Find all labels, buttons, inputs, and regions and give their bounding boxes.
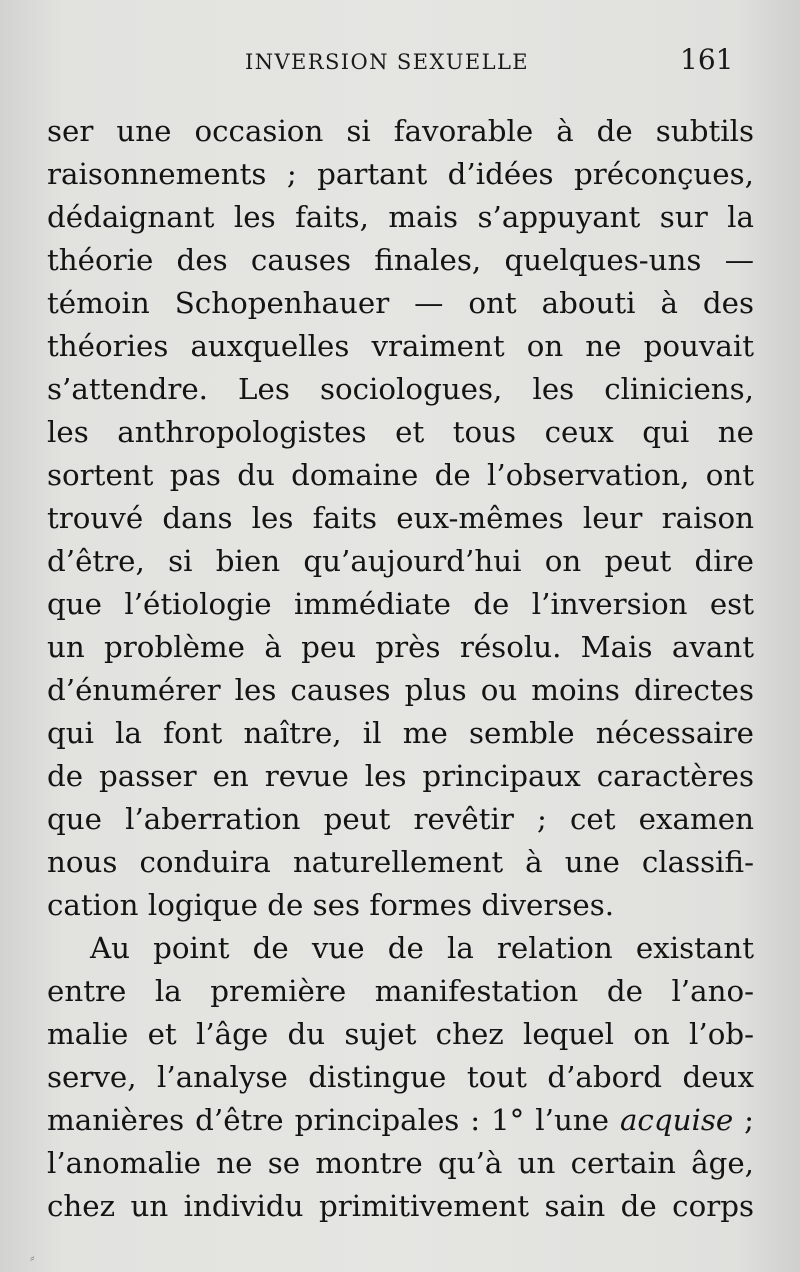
text-line: s’attendre. Les sociologues, les cliniciens, (47, 372, 754, 406)
text-line: théories auxquelles vraiment on ne pouvait (47, 329, 754, 363)
paragraph-end-line: cation logique de ses formes diverses. (47, 888, 615, 922)
text-line: que l’étiologie immédiate de l’inversion est (47, 587, 754, 621)
text-segment: ; (733, 1103, 755, 1137)
text-segment: manières d’être principales : 1° l’une (47, 1103, 620, 1137)
margin-speck-icon: ⸗ (30, 1250, 35, 1266)
italic-term: acquise (619, 1103, 734, 1137)
text-line: entre la première manifestation de l’ano- (47, 974, 754, 1008)
text-line: les anthropologistes et tous ceux qui ne (47, 415, 754, 449)
text-line: ser une occasion si favorable à de subtils (47, 114, 754, 148)
paragraph-start-line: Au point de vue de la relation existant (90, 931, 754, 965)
text-line: qui la font naître, il me semble nécessaire (47, 716, 754, 750)
text-line: dédaignant les faits, mais s’appuyant sur la (47, 200, 754, 234)
text-line: nous conduira naturellement à une classifi- (47, 845, 754, 879)
text-line: d’être, si bien qu’aujourd’hui on peut dire (47, 544, 754, 578)
text-line: trouvé dans les faits eux-mêmes leur raison (47, 501, 754, 535)
text-line: sortent pas du domaine de l’observation, ont (47, 458, 754, 492)
text-line: serve, l’analyse distingue tout d’abord deux (47, 1060, 754, 1094)
page-number: 161 (680, 43, 734, 76)
text-line: d’énumérer les causes plus ou moins directes (47, 673, 754, 707)
text-line-with-italic (47, 1099, 754, 1142)
text-line: chez un individu primitivement sain de corps (47, 1189, 754, 1223)
body-text (47, 110, 754, 1228)
text-line: raisonnements ; partant d’idées préconçues, (47, 157, 754, 191)
text-line: théorie des causes finales, quelques-uns — (47, 243, 754, 277)
text-line: témoin Schopenhauer — ont abouti à des (47, 286, 754, 320)
text-line: de passer en revue les principaux caractères (47, 759, 754, 793)
running-title: INVERSION SEXUELLE (245, 50, 530, 74)
text-line: que l’aberration peut revêtir ; cet examen (47, 802, 754, 836)
text-line: l’anomalie ne se montre qu’à un certain âge, (47, 1146, 754, 1180)
text-line: malie et l’âge du sujet chez lequel on l’ob- (47, 1017, 754, 1051)
text-line: un problème à peu près résolu. Mais avant (47, 630, 754, 664)
